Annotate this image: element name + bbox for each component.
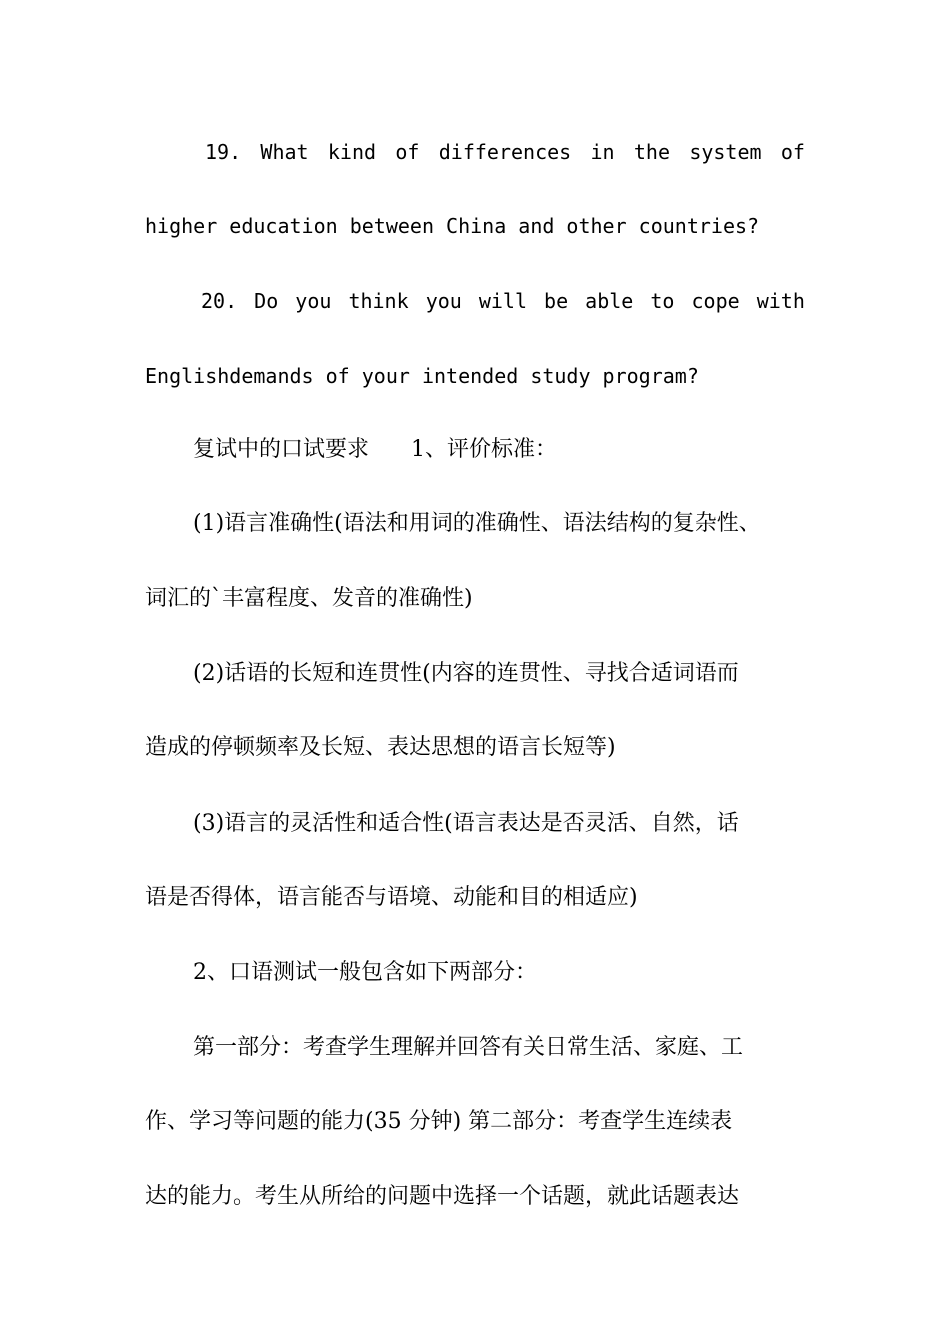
word: cope [691, 289, 740, 313]
word: differences [438, 140, 572, 164]
word: be [544, 289, 569, 313]
question-19-line-1 [145, 137, 805, 167]
word: you [295, 289, 332, 313]
word: What [260, 140, 309, 164]
word: the [633, 140, 671, 164]
part-1-line-3: 达的能力。考生从所给的问题中选择一个话题，就此话题表达 [145, 1184, 740, 1209]
requirements-heading: 复试中的口试要求 1、评价标准： [193, 437, 557, 462]
word: in [590, 140, 615, 164]
criteria-item-1-line-1: (1)语言准确性(语法和用词的准确性、语法结构的复杂性、 [193, 511, 761, 536]
word: think [348, 289, 409, 313]
oral-test-parts-heading: 2、口语测试一般包含如下两部分： [193, 960, 537, 985]
criteria-item-2-line-2: 造成的停顿频率及长短、表达思想的语言长短等) [145, 735, 616, 760]
word: 19. [205, 140, 242, 164]
criteria-item-2-line-1: (2)话语的长短和连贯性(内容的连贯性、寻找合适词语而 [193, 661, 739, 686]
word: with [756, 289, 805, 313]
word: to [650, 289, 675, 313]
question-19-line-2: higher education between China and other countries? [145, 214, 760, 238]
word: of [780, 140, 805, 164]
word: of [395, 140, 420, 164]
question-20-line-1 [145, 286, 805, 316]
criteria-item-3-line-2: 语是否得体，语言能否与语境、动能和目的相适应) [145, 885, 638, 910]
word: Do [254, 289, 279, 313]
criteria-item-1-line-2: 词汇的`丰富程度、发音的准确性) [145, 586, 473, 611]
word: will [478, 289, 528, 313]
word: you [425, 289, 462, 313]
word: system [689, 140, 762, 164]
word: kind [327, 140, 377, 164]
criteria-item-3-line-1: (3)语言的灵活性和适合性(语言表达是否灵活、自然，话 [193, 811, 739, 836]
part-1-line-2: 作、学习等问题的能力(35 分钟) 第二部分：考查学生连续表 [145, 1109, 733, 1134]
word: 20. [201, 289, 238, 313]
question-20-line-2: Englishdemands of your intended study program? [145, 364, 699, 388]
word: able [585, 289, 634, 313]
part-1-line-1: 第一部分：考查学生理解并回答有关日常生活、家庭、工 [193, 1035, 744, 1060]
